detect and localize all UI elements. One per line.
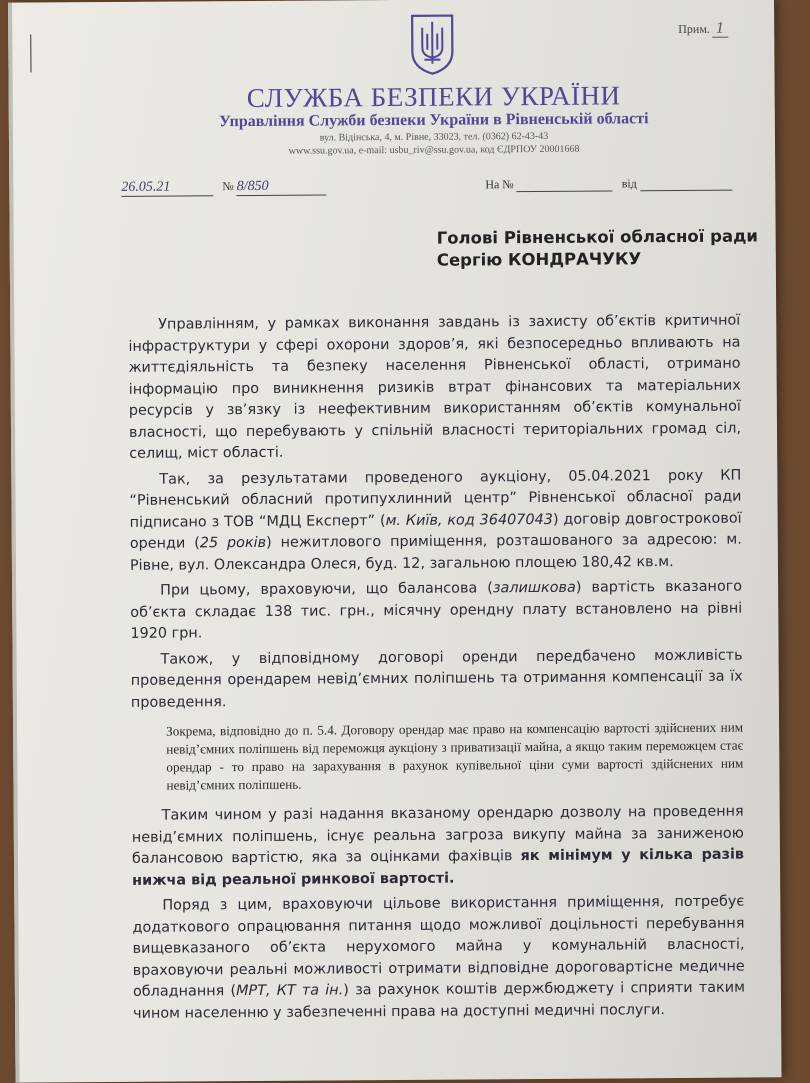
addressee-position: Голові Рівненської обласної ради [436,226,759,248]
outgoing-number-label: № [222,179,234,194]
paragraph-3: При цьому, враховуючи, що балансова (залишкова) вартість вказаного об’єкта складає 138 тис. грн., місячну орендну плату встановлено на рівні 1920 грн. [130,578,743,642]
org-contacts: www.ssu.gov.ua, e-mail: usbu_riv@ssu.gov.ua, код ЄДРПОУ 20001668 [288,143,580,157]
page-edge-shadow [8,3,20,1083]
addressee-block [437,225,759,271]
incoming-number-blank [517,178,613,192]
paragraph-5: Таким чином у разі надання вказаному орендарю дозволу на проведення невід’ємних поліпшень, існує реальна загроза викупу майна за заниженою балансовою вартістю, яка за оцінками фахівців як мінімум у кілька разів нижча від реальної ринкової вартості. [131,803,745,889]
paragraph-4: Також, у відповідному договорі оренди передбачено можливість проведення орендарем невід’ємних поліпшень та отримання компенсації за їх проведення. [130,647,743,711]
org-subtitle: Управління Служби безпеки України в Рівненській області [219,110,649,131]
paragraph-2: Так, за результатами проведеного аукціону, 05.04.2021 року КП “Рівненський обласний протипухлинний центр” Рівненської обласної ради підписано з ТОВ “МДЦ Експерт” (м. Київ, код 36407043) договір довгострокової оренди (25 років) нежитлового приміщення, розташованого за адресою: м. Рівне, вул. Олександра Олеся, буд. 12, загальною площею 180,42 кв.м. [129,467,742,574]
coat-of-arms-trident-icon [408,14,456,76]
page-number-value: 1 [712,20,728,38]
incoming-date-blank [640,178,732,192]
page-number-label: Прим. [678,21,710,36]
paragraph-1: Управлінням, у рамках виконання завдань із захисту об’єктів критичної інфраструктури у сфері охорони здоров’я, які безпосередньо впливають на життєдіяльність та безпеку населення Рівненської області, отримано інформацію про виникнення ризиків втрат фінансових та матеріальних ресурсів у зв’язку із неефективним використанням об’єктів комунальної власності, що перебувають у спільній власності територіальних громад сіл, селищ, міст області. [128,312,742,462]
letter-body [128,311,745,1025]
document-page [8,0,782,1083]
org-title: СЛУЖБА БЕЗПЕКИ УКРАЇНИ [246,80,621,114]
contract-clause-quote: Зокрема, відповідно до п. 5.4. Договору орендар має право на компенсацію вартості здійснених ним невід’ємних поліпшень від переможця аукціону з приватизації майна, а якщо таким переможцем стає орендар - то право на зарахування в рахунок купівельної ціни суми вартості здійснених ним невід’ємних поліпшень. [166,719,744,793]
incoming-date-label: від [621,176,637,191]
incoming-number-label: На № [485,177,514,192]
org-address: вул. Відінська, 4, м. Рівне, 33023, тел. (0362) 62-43-43 [319,130,549,144]
margin-pencil-mark [30,35,31,73]
addressee-name: Сергію КОНДРАЧУКУ [436,249,642,270]
paragraph-6: Поряд з цим, враховуючи цільове використання приміщення, потребує додаткового опрацювання питання щодо можливої доцільності перебування вищевказаного об’єкта нерухомого майна у комунальній власності, враховуючи реальні можливості отримати відповідне дороговартісне медичне обладнання (МРТ, КТ та ін.) за рахунок коштів держбюджету і сприяти таким чином населенню у забезпеченні права на доступні медичні послуги. [132,893,745,1022]
page-number-note [678,20,728,38]
incoming-reference [485,176,732,193]
outgoing-date: 26.05.21 [121,179,213,197]
outgoing-number: 8/850 [237,178,327,196]
outgoing-registration [121,178,327,196]
